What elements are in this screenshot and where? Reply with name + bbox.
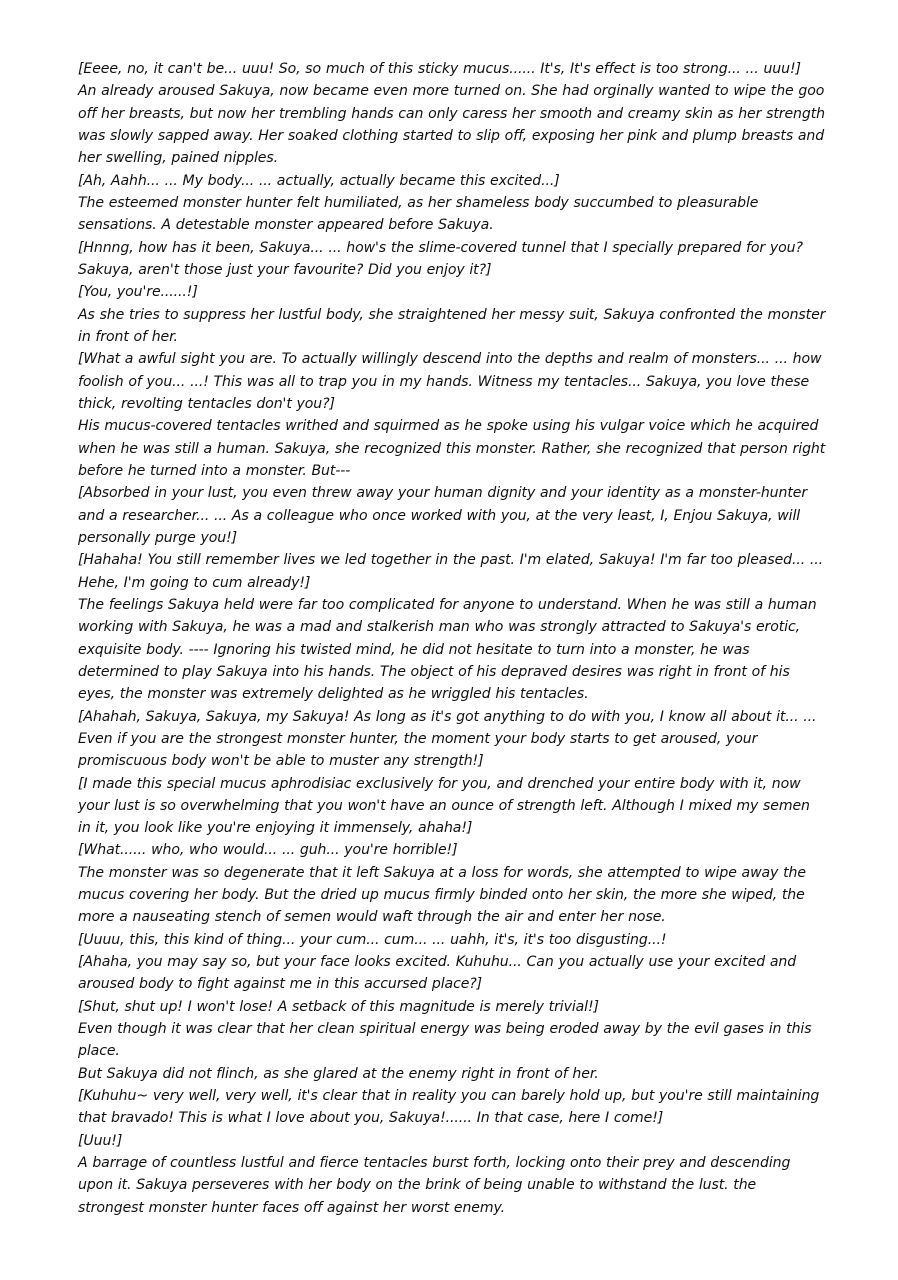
text-paragraph: [Eeee, no, it can't be... uuu! So, so much of this sticky mucus...... It's, It's effect is too strong... ... uuu!]: [78, 61, 801, 77]
text-paragraph: [I made this special mucus aphrodisiac exclusively for you, and drenched your entire body with it, now your lust is so overwhelming that you won't have an ounce of strength left. Although I mixed my semen in it, you look like you're enjoying it immensely, ahaha!]: [78, 775, 810, 837]
story-text-body: [78, 58, 826, 1219]
text-paragraph: A barrage of countless lustful and fierce tentacles burst forth, locking onto their prey and descending upon it. Sakuya perseveres with her body on the brink of being unable to withstand the lust. the strongest monster hunter faces off against her worst enemy.: [78, 1155, 791, 1216]
text-paragraph: [Shut, shut up! I won't lose! A setback of this magnitude is merely trivial!]: [78, 998, 599, 1015]
text-paragraph: The feelings Sakuya held were far too complicated for anyone to understand. When he was still a human working with Sakuya, he was a mad and stalkerish man who was strongly attracted to Sakuya's erotic, exquisite body. ---- Ignoring his twisted mind, he did not hesitate to turn into a monster, he was determined to play Sakuya into his hands. The object of his depraved desires was right in front of his eyes, the monster was extremely delighted as he wriggled his tentacles.: [78, 596, 817, 703]
text-paragraph: [What a awful sight you are. To actually willingly descend into the depths and realm of monsters... ... how foolish of you... ...! This was all to trap you in my hands. Witness my tentacles... Sakuya, you love these thick, revolting tentacles don't you?]: [78, 351, 822, 412]
text-paragraph: Even though it was clear that her clean spiritual energy was being eroded away by the evil gases in this place.: [78, 1021, 812, 1060]
text-paragraph: As she tries to suppress her lustful body, she straightened her messy suit, Sakuya confronted the monster in front of her.: [78, 306, 826, 345]
text-paragraph: [Hnnng, how has it been, Sakuya... ... how's the slime-covered tunnel that I specially prepared for you? Sakuya, aren't those just your favourite? Did you enjoy it?]: [78, 239, 803, 278]
text-paragraph: [Hahaha! You still remember lives we led together in the past. I'm elated, Sakuya! I'm far too pleased... ... Hehe, I'm going to cum already!]: [78, 552, 824, 591]
text-paragraph: An already aroused Sakuya, now became even more turned on. She had orginally wanted to wipe the goo off her breasts, but now her trembling hands can only caress her smooth and creamy skin as her strength was slowly sapped away. Her soaked clothing started to slip off, exposing her pink and plump breasts and her swelling, pained nipples.: [78, 83, 825, 167]
text-paragraph: [Kuhuhu~ very well, very well, it's clear that in reality you can barely hold up, but you're still maintaining that bravado! This is what I love about you, Sakuya!...... In that case, here I come!]: [78, 1088, 820, 1127]
text-paragraph: His mucus-covered tentacles writhed and squirmed as he spoke using his vulgar voice which he acquired when he was still a human. Sakuya, she recognized this monster. Rather, she recognized that person right before he turned into a monster. But---: [78, 418, 826, 479]
text-paragraph: But Sakuya did not flinch, as she glared at the enemy right in front of her.: [78, 1065, 599, 1082]
text-paragraph: [Uuu!]: [78, 1132, 123, 1149]
text-paragraph: [What...... who, who would... ... guh... you're horrible!]: [78, 842, 458, 859]
text-paragraph: [Uuuu, this, this kind of thing... your cum... cum... ... uahh, it's, it's too disgusting...!: [78, 931, 667, 948]
text-paragraph: The esteemed monster hunter felt humiliated, as her shameless body succumbed to pleasurable sensations. A detestable monster appeared before Sakuya.: [78, 194, 759, 234]
text-paragraph: [Ahahah, Sakuya, Sakuya, my Sakuya! As long as it's got anything to do with you, I know all about it... ... Even if you are the strongest monster hunter, the moment your body starts to get aroused, your promiscuous body won't be able to muster any strength!]: [78, 708, 817, 770]
text-paragraph: [You, you're......!]: [78, 284, 198, 301]
text-paragraph: [Ah, Aahh... ... My body... ... actually, actually became this excited...]: [78, 172, 560, 189]
text-paragraph: The monster was so degenerate that it left Sakuya at a loss for words, she attempted to wipe away the mucus covering her body. But the dried up mucus firmly binded onto her skin, the more she wiped, the more a nauseating stench of semen would waft through the air and enter her nose.: [78, 864, 806, 926]
text-paragraph: [Ahaha, you may say so, but your face looks excited. Kuhuhu... Can you actually use your excited and aroused body to fight against me in this accursed place?]: [78, 954, 797, 993]
text-paragraph: [Absorbed in your lust, you even threw away your human dignity and your identity as a monster-hunter and a researcher... ... As a colleague who once worked with you, at the very least, I, Enjou Sakuya, will personally purge you!]: [78, 485, 808, 546]
